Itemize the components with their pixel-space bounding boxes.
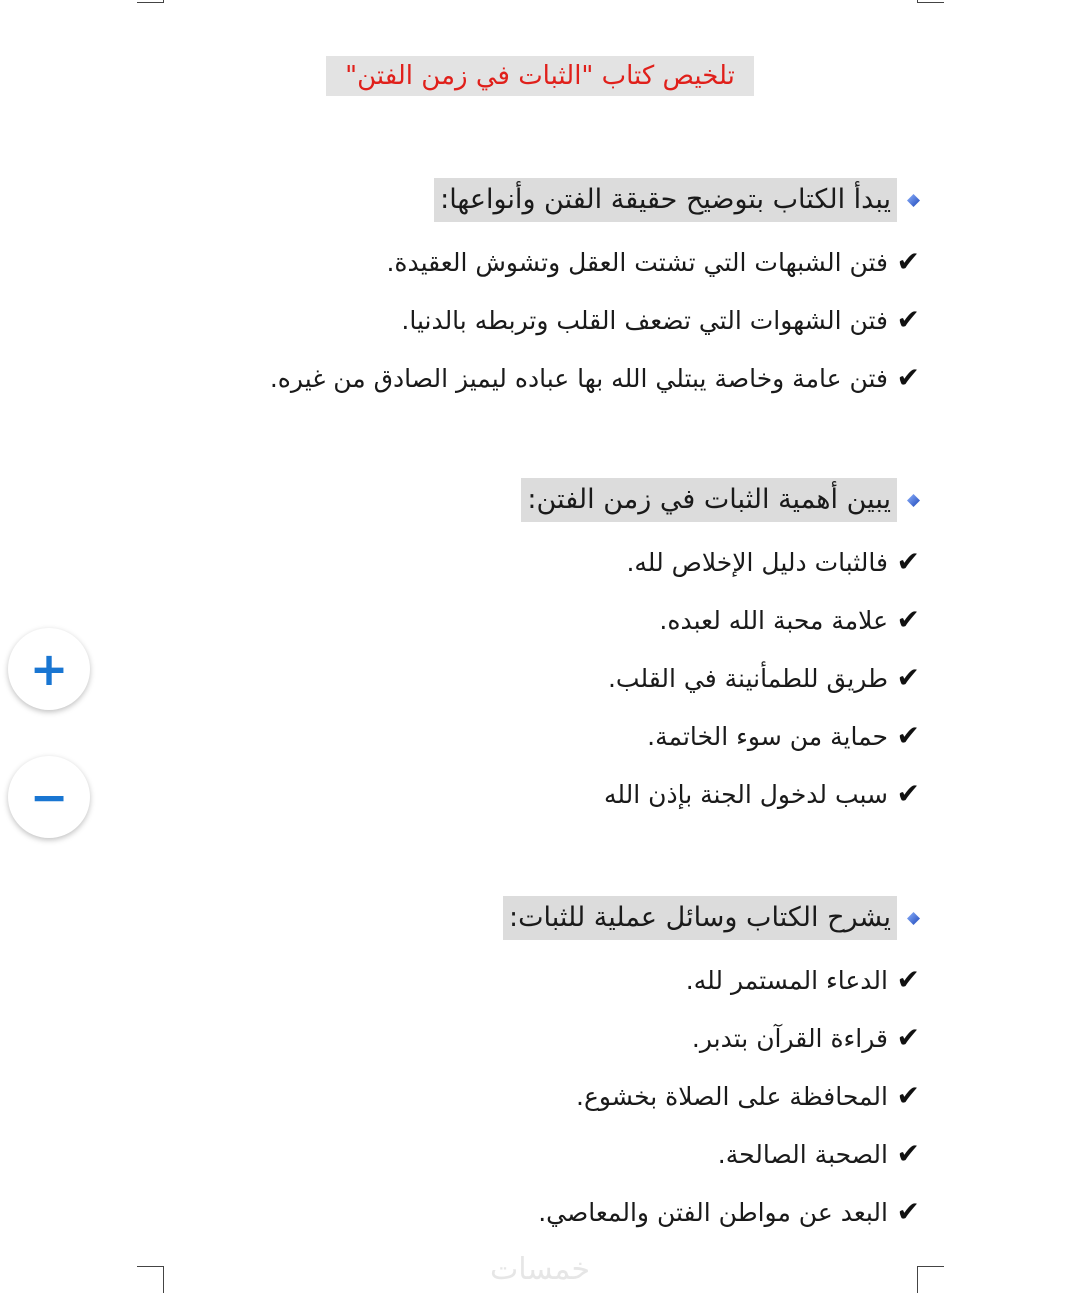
checkmark-icon: ✔ <box>896 303 920 336</box>
list-item-text: فتن الشبهات التي تشتت العقل وتشوش العقيدة. <box>386 247 888 277</box>
checkmark-icon: ✔ <box>896 1079 920 1112</box>
diamond-bullet-icon <box>907 912 920 925</box>
page-corner-mark <box>137 0 164 3</box>
list-item <box>503 1009 920 1067</box>
list-item-text: فتن عامة وخاصة يبتلي الله بها عباده ليميز الصادق من غيره. <box>269 363 888 393</box>
list-item-text: فتن الشهوات التي تضعف القلب وتربطه بالدنيا. <box>401 305 888 335</box>
checkmark-icon: ✔ <box>896 719 920 752</box>
checkmark-icon: ✔ <box>896 245 920 278</box>
section-importance-of-steadfastness <box>521 475 920 823</box>
section-practical-means <box>503 893 920 1241</box>
diamond-bullet-icon <box>907 494 920 507</box>
list-item-text: الصحبة الصالحة. <box>717 1139 888 1169</box>
checkmark-icon: ✔ <box>896 1137 920 1170</box>
list-item <box>270 233 920 291</box>
checkmark-icon: ✔ <box>896 361 920 394</box>
section-heading <box>503 893 920 943</box>
section-heading-text: يبدأ الكتاب بتوضيح حقيقة الفتن وأنواعها: <box>434 178 897 222</box>
list-item <box>503 1125 920 1183</box>
page-corner-mark <box>137 1266 164 1293</box>
zoom-in-button[interactable]: + <box>8 628 90 710</box>
bullet-list <box>270 233 920 407</box>
zoom-out-button[interactable]: − <box>8 756 90 838</box>
checkmark-icon: ✔ <box>896 1195 920 1228</box>
list-item-text: المحافظة على الصلاة بخشوع. <box>576 1081 888 1111</box>
checkmark-icon: ✔ <box>896 963 920 996</box>
list-item <box>521 591 920 649</box>
list-item-text: قراءة القرآن بتدبر. <box>691 1023 888 1053</box>
watermark-logo: خمسات <box>489 1252 591 1287</box>
bullet-list <box>503 951 920 1241</box>
section-types-of-fitan <box>270 175 920 407</box>
list-item-text: سبب لدخول الجنة بإذن الله <box>603 779 888 809</box>
bullet-list <box>521 533 920 823</box>
section-heading <box>521 475 920 525</box>
list-item <box>503 1067 920 1125</box>
section-heading-text: يبين أهمية الثبات في زمن الفتن: <box>521 478 897 522</box>
list-item <box>503 951 920 1009</box>
document-title: تلخيص كتاب "الثبات في زمن الفتن" <box>326 56 754 96</box>
list-item-text: حماية من سوء الخاتمة. <box>647 721 888 751</box>
list-item-text: البعد عن مواطن الفتن والمعاصي. <box>538 1197 888 1227</box>
list-item <box>503 1183 920 1241</box>
list-item-text: فالثبات دليل الإخلاص لله. <box>626 547 888 577</box>
checkmark-icon: ✔ <box>896 603 920 636</box>
list-item-text: علامة محبة الله لعبده. <box>659 605 888 635</box>
page-corner-mark <box>917 1266 944 1293</box>
section-heading-text: يشرح الكتاب وسائل عملية للثبات: <box>503 896 897 940</box>
list-item-text: طريق للطمأنينة في القلب. <box>607 663 888 693</box>
checkmark-icon: ✔ <box>896 661 920 694</box>
page-corner-mark <box>917 0 944 3</box>
section-heading <box>270 175 920 225</box>
checkmark-icon: ✔ <box>896 777 920 810</box>
list-item <box>521 765 920 823</box>
checkmark-icon: ✔ <box>896 1021 920 1054</box>
checkmark-icon: ✔ <box>896 545 920 578</box>
list-item <box>521 533 920 591</box>
diamond-bullet-icon <box>907 194 920 207</box>
list-item <box>521 707 920 765</box>
list-item <box>521 649 920 707</box>
list-item <box>270 349 920 407</box>
list-item-text: الدعاء المستمر لله. <box>685 965 888 995</box>
list-item <box>270 291 920 349</box>
